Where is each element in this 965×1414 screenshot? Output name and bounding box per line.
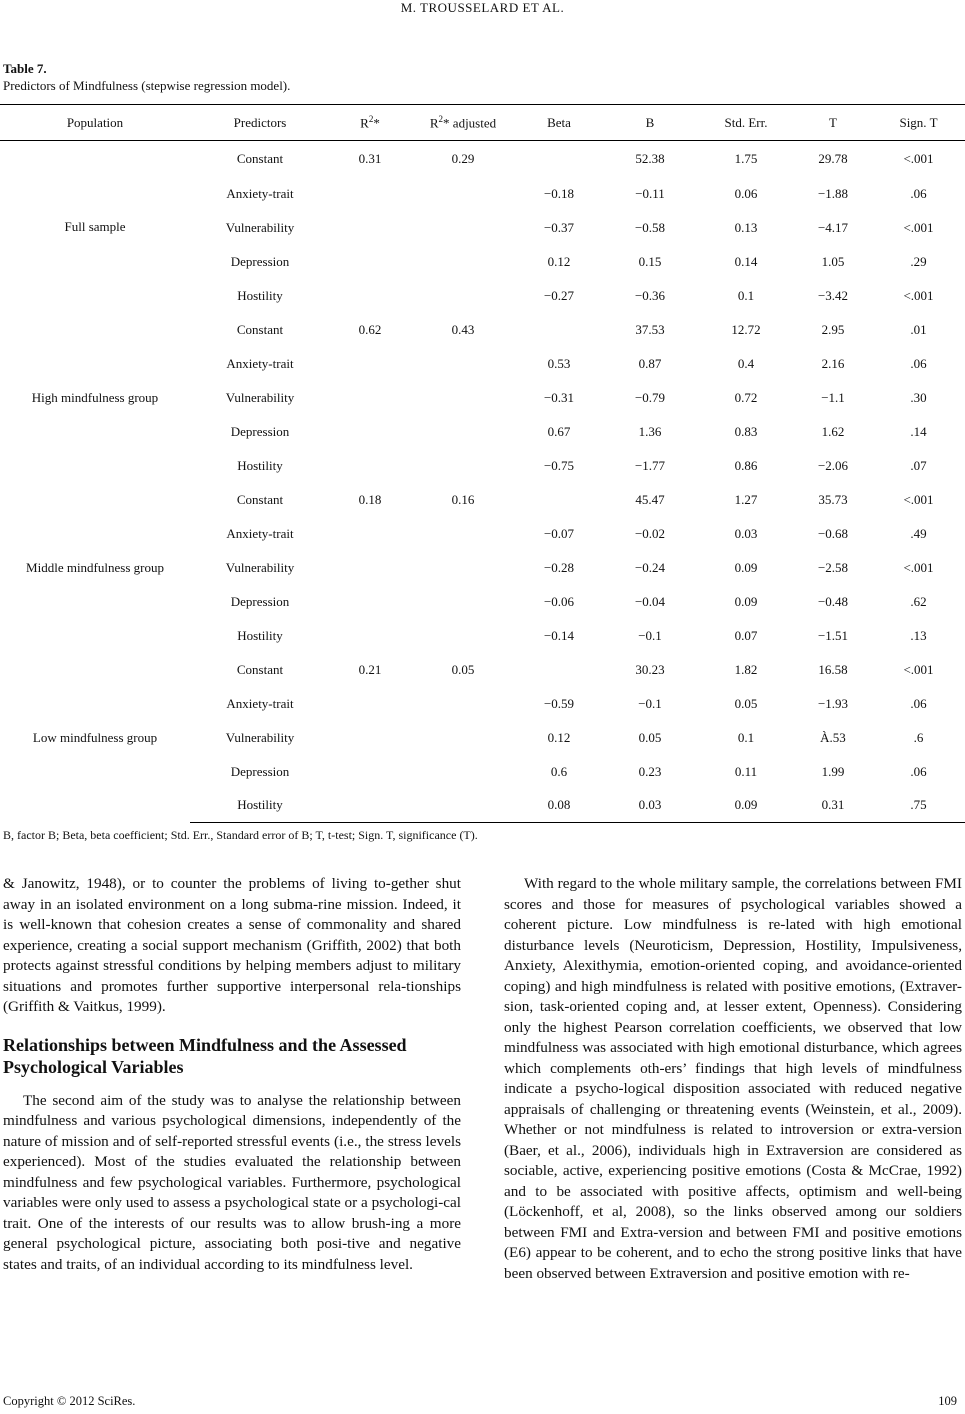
std-err-cell: 1.27 [734, 491, 758, 507]
r2-adjusted-cell: 0.16 [451, 491, 475, 507]
r2-adjusted-cell [410, 381, 516, 415]
r2-cell [330, 279, 410, 313]
r2-cell [330, 619, 410, 653]
population-cell: Middle mindfulness group [26, 559, 164, 575]
t-cell: −2.58 [817, 559, 849, 575]
std-err-cell: 0.09 [734, 559, 758, 575]
b-cell: −0.04 [634, 593, 666, 609]
std-err-cell: 0.1 [737, 287, 755, 303]
b-cell: −0.58 [634, 219, 666, 235]
predictor-cell: Vulnerability [225, 559, 295, 575]
left-paragraph-2: The second aim of the study was to analyse the relationship between mindfulness and various psychological dimensions, independently of the nature of mission and of self-reported stressful events (i.e., the stress levels experienced). Most of the studies evaluated the relationship between mindfulness and few psychological variables. Furthermore, psychological variables were only used to assess a psychological state or a psychologi-cal trait. One of the interests of our results was to allow brush-ing a more general psychological picture, associating both posi-tive and negative states and traits, of an individual according to its mindfulness level. [3, 1091, 461, 1273]
sign-t-cell: <.001 [903, 219, 934, 235]
b-cell: −1.77 [634, 457, 666, 473]
b-cell: −0.1 [638, 627, 662, 643]
b-cell: 37.53 [635, 321, 665, 337]
std-err-cell: 12.72 [731, 321, 761, 337]
beta-cell: 0.08 [516, 789, 602, 823]
r2-adjusted-cell: 0.29 [451, 150, 475, 166]
predictor-cell: Vulnerability [225, 389, 295, 405]
r2-cell [330, 585, 410, 619]
b-cell: 0.05 [638, 729, 662, 745]
b-cell: 52.38 [635, 150, 665, 166]
predictor-cell: Depression [230, 593, 290, 609]
table-row [0, 653, 965, 687]
r2-adjusted-cell [410, 177, 516, 211]
predictor-cell: Anxiety-trait [226, 695, 294, 711]
r2-cell: 0.31 [358, 150, 382, 166]
r2-cell: 0.21 [358, 661, 382, 677]
std-err-cell: 0.86 [734, 457, 758, 473]
predictor-cell: Constant [236, 491, 284, 507]
r2-adjusted-cell [410, 551, 516, 585]
beta-cell [516, 141, 602, 177]
t-cell: −0.68 [817, 525, 849, 541]
predictor-cell: Constant [236, 150, 284, 166]
predictor-cell: Anxiety-trait [226, 185, 294, 201]
predictor-cell: Hostility [237, 627, 283, 643]
sign-t-cell: .06 [910, 763, 927, 779]
regression-table [0, 104, 965, 823]
sign-t-cell: .30 [910, 389, 927, 405]
b-cell: 45.47 [635, 491, 665, 507]
predictor-cell: Hostility [190, 789, 330, 823]
t-cell: −1.88 [817, 185, 849, 201]
b-cell: −0.1 [638, 695, 662, 711]
beta-cell: −0.07 [543, 525, 575, 541]
predictor-cell: Anxiety-trait [226, 525, 294, 541]
sign-t-cell: .06 [910, 355, 927, 371]
t-cell: 0.31 [794, 789, 872, 823]
r2-cell [330, 517, 410, 551]
b-cell: 0.23 [638, 763, 662, 779]
r2-adjusted-cell [410, 415, 516, 449]
table-title-block [3, 60, 290, 94]
sign-t-cell: <.001 [903, 150, 934, 166]
r2-adjusted-cell [410, 687, 516, 721]
r2-adjusted-cell: 0.05 [451, 661, 475, 677]
beta-cell: −0.27 [543, 287, 575, 303]
left-column [3, 874, 461, 1275]
beta-cell: 0.12 [547, 253, 571, 269]
b-cell: 0.87 [638, 355, 662, 371]
r2-adjusted-cell [410, 721, 516, 755]
std-err-cell: 1.75 [734, 150, 758, 166]
sign-t-cell: .06 [910, 695, 927, 711]
std-err-cell: 0.07 [734, 627, 758, 643]
std-err-cell: 0.1 [737, 729, 755, 745]
beta-cell: −0.75 [543, 457, 575, 473]
running-head: M. TROUSSELARD ET AL. [400, 0, 565, 15]
beta-cell: 0.53 [547, 355, 571, 371]
header-predictors: Predictors [190, 105, 330, 141]
b-cell: 0.03 [602, 789, 698, 823]
std-err-cell: 0.05 [734, 695, 758, 711]
t-cell: −3.42 [817, 287, 849, 303]
std-err-cell: 0.72 [734, 389, 758, 405]
r2-cell [330, 415, 410, 449]
t-cell: À.53 [820, 729, 846, 745]
t-cell: 16.58 [818, 661, 848, 677]
population-cell: Full sample [64, 218, 126, 234]
std-err-cell: 0.13 [734, 219, 758, 235]
t-cell: −0.48 [817, 593, 849, 609]
std-err-cell: 0.06 [734, 185, 758, 201]
predictor-cell: Anxiety-trait [226, 355, 294, 371]
table-body [0, 141, 965, 823]
r2-cell: 0.62 [358, 321, 382, 337]
table-label: Table 7. [3, 61, 47, 76]
header-t: T [794, 105, 872, 141]
header-std-err: Std. Err. [698, 105, 794, 141]
sign-t-cell: .14 [910, 423, 927, 439]
section-heading: Relationships between Mindfulness and the Assessed Psychological Variables [3, 1034, 407, 1077]
r2-cell [330, 347, 410, 381]
sign-t-cell: .62 [910, 593, 927, 609]
t-cell: −4.17 [817, 219, 849, 235]
r2-cell [330, 687, 410, 721]
beta-cell: −0.37 [543, 219, 575, 235]
b-cell: −0.24 [634, 559, 666, 575]
r2-adjusted-cell [410, 619, 516, 653]
table-caption: Predictors of Mindfulness (stepwise regression model). [3, 78, 291, 93]
copyright: Copyright © 2012 SciRes. [3, 1394, 136, 1408]
r2-cell [330, 177, 410, 211]
sign-t-cell: <.001 [903, 661, 934, 677]
t-cell: 1.62 [821, 423, 845, 439]
t-cell: −1.93 [817, 695, 849, 711]
header-population: Population [0, 105, 190, 141]
r2-adjusted-cell [410, 347, 516, 381]
sign-t-cell: <.001 [903, 287, 934, 303]
beta-cell: −0.59 [543, 695, 575, 711]
r2-adjusted-cell [410, 279, 516, 313]
right-column [504, 874, 962, 1284]
t-cell: 2.16 [821, 355, 845, 371]
header-r2: $R^2*$ [330, 105, 410, 141]
std-err-cell: 0.14 [734, 253, 758, 269]
b-cell: −0.11 [635, 185, 665, 201]
beta-cell: −0.28 [543, 559, 575, 575]
header-r2-adjusted: $R^2*$ adjusted [410, 105, 516, 141]
r2-cell [330, 381, 410, 415]
sign-t-cell: <.001 [903, 491, 934, 507]
b-cell: −0.36 [634, 287, 666, 303]
sign-t-cell: <.001 [903, 559, 934, 575]
t-cell: −1.51 [817, 627, 849, 643]
predictor-cell: Depression [230, 763, 290, 779]
r2-cell [330, 449, 410, 483]
std-err-cell: 0.03 [734, 525, 758, 541]
table-row [0, 313, 965, 347]
population-cell: Low mindfulness group [32, 729, 158, 745]
predictor-cell: Depression [230, 423, 290, 439]
predictor-cell: Depression [230, 253, 290, 269]
t-cell: −2.06 [817, 457, 849, 473]
b-cell: −0.02 [634, 525, 666, 541]
r2-cell: 0.18 [358, 491, 382, 507]
predictor-cell: Vulnerability [225, 219, 295, 235]
r2-cell [330, 245, 410, 279]
beta-cell [516, 483, 602, 517]
beta-cell: −0.18 [543, 185, 575, 201]
beta-cell: 0.12 [547, 729, 571, 745]
b-cell: −0.79 [634, 389, 666, 405]
sign-t-cell: .29 [910, 253, 927, 269]
std-err-cell: 0.09 [698, 789, 794, 823]
std-err-cell: 0.4 [737, 355, 755, 371]
r2-adjusted-cell [410, 755, 516, 789]
right-paragraph-1: With regard to the whole military sample, the correlations between FMI scores and those for measures of psychological variables showed a coherent picture. Low mindfulness is re-lated with high emotional disturbance levels (Neuroticism, Depression, Hostility, Impulsiveness, Anxiety, Alexithymia, emotion-oriented coping, and avoidance-oriented coping) and high mindfulness is related with positive emotions, (Extraver-sion, task-oriented coping and, at lesser extent, Openness). Considering only the highest Pearson correlation coefficients, we observed that low mindfulness was associated with high emotional disturbance, which agrees which complements oth-ers’ findings that high levels of mindfulness indicate a psycho-logical disposition associated with reduced negative appraisals of challenging or threatening events (Weinstein, et al., 2009). Whether or not mindfulness is related to introversion or extra-version (Baer, et al., 2006), individuals high in Extraversion are considered as sociable, active, experiencing positive emotions (Costa & McCrae, 1992) and to be associated with positive affects, optimism and well-being (Löckenhoff, et al, 2008), so the links observed among our soldiers between FMI and Extra-version and between FMI and positive emotions (E6) appear to be coherent, and to echo the strong positive links that have been observed between Extraversion and positive emotion with re- [504, 875, 962, 1282]
r2-cell [330, 755, 410, 789]
std-err-cell: 0.83 [734, 423, 758, 439]
beta-cell: 0.6 [550, 763, 568, 779]
table-row [0, 141, 965, 177]
r2-cell [330, 789, 410, 823]
table-note: B, factor B; Beta, beta coefficient; Std. Err., Standard error of B; T, t-test; Sign. T, significance (T). [3, 828, 478, 842]
std-err-cell: 0.09 [734, 593, 758, 609]
page-number: 109 [938, 1394, 957, 1408]
b-cell: 30.23 [635, 661, 665, 677]
beta-cell: −0.06 [543, 593, 575, 609]
t-cell: −1.1 [821, 389, 845, 405]
predictor-cell: Constant [236, 661, 284, 677]
b-cell: 1.36 [638, 423, 662, 439]
t-cell: 1.99 [821, 763, 845, 779]
predictor-cell: Constant [236, 321, 284, 337]
table-header-row [0, 105, 965, 141]
left-paragraph-1: & Janowitz, 1948), or to counter the problems of living to-gether shut away in an isolated environment on a long subma-rine mission. Indeed, it is well-known that cohesion creates a sense of commonality and shared experience, creating a social support mechanism (Griffith, 2002) that both protects against stressful conditions by helping members adjust to military situations and promotes further supportive interpersonal rela-tionships (Griffith & Vaitkus, 1999). [3, 875, 461, 1015]
std-err-cell: 1.82 [734, 661, 758, 677]
table-row [0, 483, 965, 517]
sign-t-cell: .75 [872, 789, 965, 823]
beta-cell: 0.67 [547, 423, 571, 439]
sign-t-cell: .49 [910, 525, 927, 541]
beta-cell: −0.14 [543, 627, 575, 643]
header-sign-t: Sign. T [872, 105, 965, 141]
r2-adjusted-cell [410, 789, 516, 823]
t-cell: 1.05 [821, 253, 845, 269]
sign-t-cell: .13 [910, 627, 927, 643]
r2-adjusted-cell [410, 517, 516, 551]
r2-adjusted-cell [410, 585, 516, 619]
predictor-cell: Hostility [237, 287, 283, 303]
t-cell: 35.73 [818, 491, 848, 507]
t-cell: 2.95 [821, 321, 845, 337]
r2-cell [330, 721, 410, 755]
b-cell: 0.15 [638, 253, 662, 269]
beta-cell [516, 653, 602, 687]
header-beta: Beta [516, 105, 602, 141]
sign-t-cell: .06 [910, 185, 927, 201]
sign-t-cell: .01 [910, 321, 927, 337]
r2-adjusted-cell [410, 245, 516, 279]
r2-adjusted-cell [410, 211, 516, 245]
header-b: B [602, 105, 698, 141]
population-cell: High mindfulness group [31, 389, 159, 405]
beta-cell: −0.31 [543, 389, 575, 405]
sign-t-cell: .07 [910, 457, 927, 473]
r2-cell [330, 551, 410, 585]
r2-adjusted-cell: 0.43 [451, 321, 475, 337]
sign-t-cell: .6 [913, 729, 924, 745]
predictor-cell: Hostility [237, 457, 283, 473]
predictor-cell: Vulnerability [225, 729, 295, 745]
t-cell: 29.78 [818, 150, 848, 166]
r2-adjusted-cell [410, 449, 516, 483]
beta-cell [516, 313, 602, 347]
r2-cell [330, 211, 410, 245]
std-err-cell: 0.11 [734, 763, 758, 779]
